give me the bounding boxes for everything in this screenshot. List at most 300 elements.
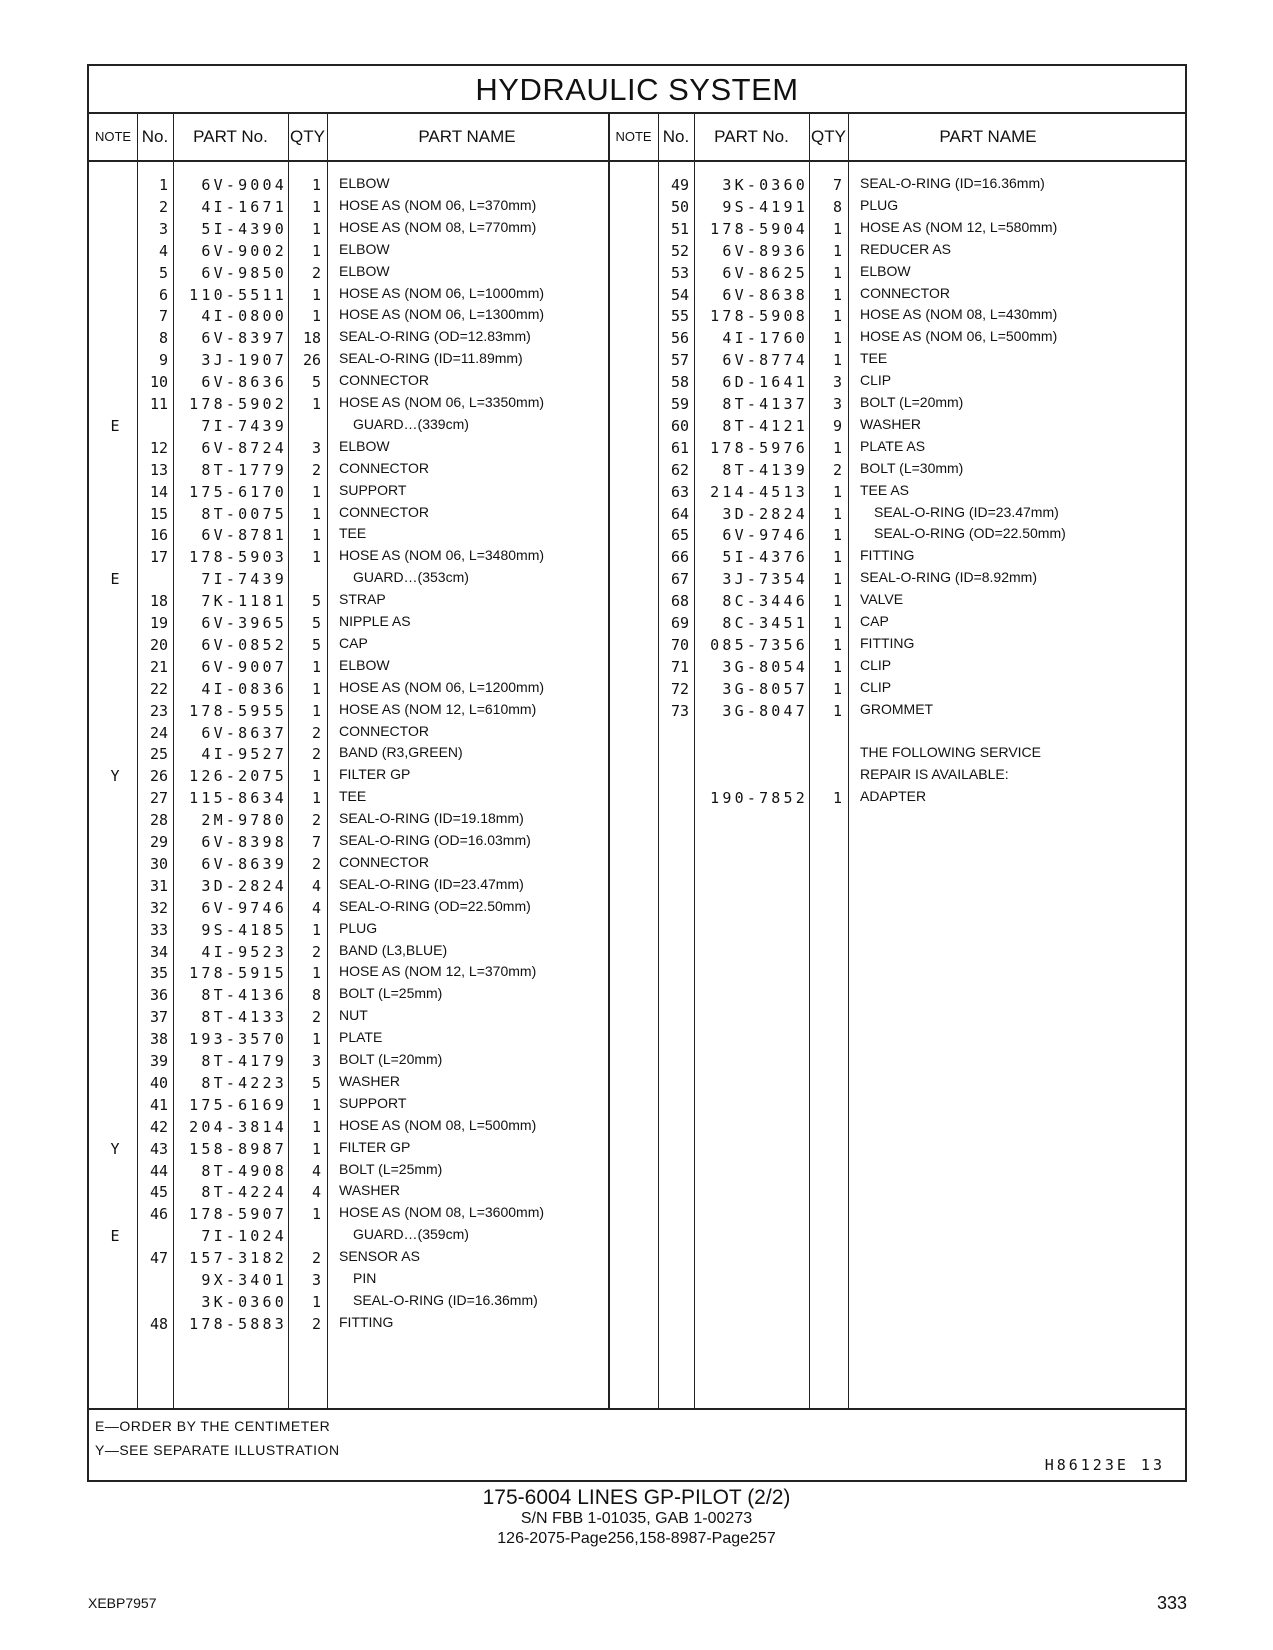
row-quantity: 1	[311, 789, 321, 808]
row-part-name: SEAL-O-RING (ID=11.89mm)	[339, 350, 523, 367]
row-quantity: 3	[832, 373, 842, 392]
row-quantity: 5	[311, 614, 321, 632]
row-quantity: 1	[832, 351, 842, 370]
row-part-name: CONNECTOR	[339, 372, 429, 389]
row-part-number: 6V-8781	[201, 526, 287, 545]
row-quantity: 1	[832, 504, 842, 523]
page-number: 333	[1156, 1593, 1187, 1613]
table-row	[89, 897, 1185, 920]
row-item-number: 64	[670, 504, 689, 523]
row-quantity: 1	[311, 1030, 321, 1049]
table-row	[89, 459, 1185, 482]
row-part-name: GROMMET	[860, 700, 934, 717]
row-quantity: 1	[832, 614, 842, 632]
row-quantity: 1	[832, 263, 842, 282]
row-part-number: 6D-1641	[722, 373, 808, 392]
row-part-name: STRAP	[339, 591, 386, 608]
table-row	[89, 1225, 1185, 1248]
row-quantity: 2	[311, 854, 321, 873]
row-item-number: 12	[149, 438, 168, 457]
row-note: E	[110, 1227, 120, 1246]
row-quantity: 2	[311, 811, 321, 830]
row-part-number: 8C-3446	[722, 592, 808, 611]
row-item-number: 57	[670, 351, 689, 370]
row-item-number: 7	[158, 307, 168, 326]
row-part-number: 8C-3451	[722, 614, 808, 632]
row-part-number: 7K-1181	[201, 592, 287, 611]
table-header	[89, 114, 1185, 162]
header-part-no-right: PART No.	[714, 127, 789, 146]
header-part-name-right: PART NAME	[939, 127, 1037, 146]
table-row	[89, 1291, 1185, 1314]
table-row	[89, 612, 1185, 635]
row-part-name: FITTING	[860, 634, 915, 651]
row-item-number: 53	[670, 263, 689, 282]
row-part-name: PIN	[353, 1270, 377, 1286]
row-quantity: 2	[311, 942, 321, 961]
row-part-name: PLUG	[860, 196, 899, 213]
row-part-name: SENSOR AS	[339, 1248, 420, 1265]
row-part-number: 6V-8774	[722, 351, 808, 370]
row-part-name: GUARD…(359cm)	[353, 1226, 469, 1243]
row-part-number: 178-5883	[189, 1314, 287, 1333]
row-quantity: 1	[832, 329, 842, 348]
row-part-number: 158-8987	[189, 1139, 287, 1158]
row-quantity: 1	[311, 241, 321, 260]
row-quantity: 1	[832, 635, 842, 654]
header-note-right: NOTE	[615, 129, 652, 144]
table-row	[89, 656, 1185, 679]
row-quantity: 2	[311, 1249, 321, 1268]
table-row	[89, 1094, 1185, 1117]
row-item-number: 31	[149, 876, 168, 895]
row-part-number: 178-5955	[189, 701, 287, 720]
row-item-number: 6	[158, 285, 168, 304]
row-item-number: 41	[149, 1095, 168, 1114]
row-part-name: PLATE AS	[860, 437, 926, 454]
table-row	[89, 1028, 1185, 1051]
row-quantity: 3	[832, 395, 842, 413]
row-part-name: HOSE AS (NOM 06, L=1300mm)	[339, 306, 545, 323]
row-part-name: HOSE AS (NOM 08, L=3600mm)	[339, 1204, 545, 1221]
table-row	[89, 941, 1185, 964]
row-part-number: 6V-9746	[722, 526, 808, 545]
row-part-number: 6V-8397	[201, 329, 287, 348]
row-item-number: 67	[670, 570, 689, 589]
table-row	[89, 787, 1185, 810]
row-quantity: 2	[311, 723, 321, 742]
row-part-name: TEE AS	[860, 481, 910, 498]
footnote-y: Y—SEE SEPARATE ILLUSTRATION	[95, 1442, 340, 1458]
row-part-number: 204-3814	[189, 1117, 287, 1136]
row-item-number: 37	[149, 1008, 168, 1027]
row-part-name: HOSE AS (NOM 06, L=1000mm)	[339, 284, 545, 301]
table-row	[89, 218, 1185, 241]
row-part-number: 110-5511	[189, 285, 287, 304]
row-part-number: 175-6170	[189, 482, 287, 501]
row-note: E	[110, 416, 120, 435]
row-quantity: 1	[311, 176, 321, 194]
table-row	[89, 700, 1185, 723]
row-part-name: FITTING	[860, 547, 915, 564]
group-caption: 175-6004 LINES GP-PILOT (2/2)	[482, 1486, 791, 1509]
row-part-number: 3J-1907	[201, 351, 287, 370]
row-item-number: 19	[149, 614, 168, 632]
row-quantity: 1	[311, 1139, 321, 1158]
row-part-name: GUARD…(339cm)	[353, 415, 469, 432]
row-part-name: HOSE AS (NOM 06, L=3480mm)	[339, 547, 545, 564]
table-row	[89, 1116, 1185, 1139]
row-part-number: 8T-4223	[201, 1073, 287, 1092]
serial-caption: S/N FBB 1-01035, GAB 1-00273	[520, 1510, 753, 1527]
row-part-number: 175-6169	[189, 1095, 287, 1114]
row-item-number: 73	[670, 701, 689, 720]
row-part-name: HOSE AS (NOM 08, L=770mm)	[339, 218, 537, 235]
row-part-number: 178-5902	[189, 395, 287, 413]
table-row	[89, 437, 1185, 460]
row-quantity: 5	[311, 592, 321, 611]
row-part-number: 178-5907	[189, 1205, 287, 1224]
row-part-name: NIPPLE AS	[339, 613, 411, 629]
row-part-number: 7I-1024	[201, 1227, 287, 1246]
row-part-name: SUPPORT	[339, 1094, 407, 1111]
row-part-number: 9X-3401	[201, 1271, 287, 1289]
row-part-number: 4I-0836	[201, 679, 287, 698]
row-item-number: 22	[149, 679, 168, 698]
row-quantity: 1	[832, 592, 842, 611]
row-item-number: 50	[670, 197, 689, 216]
row-part-name: ELBOW	[339, 656, 390, 673]
row-part-name: BOLT (L=25mm)	[339, 1160, 443, 1177]
row-part-number: 6V-8637	[201, 723, 287, 742]
row-part-name: HOSE AS (NOM 08, L=500mm)	[339, 1116, 537, 1133]
table-row	[89, 1050, 1185, 1073]
table-row	[89, 962, 1185, 985]
row-part-name: CONNECTOR	[860, 284, 950, 301]
row-part-number: 8T-4137	[722, 395, 808, 413]
row-part-number: 3K-0360	[201, 1292, 287, 1311]
row-item-number: 62	[670, 460, 689, 479]
row-quantity: 2	[832, 460, 842, 479]
row-part-number: 3G-8057	[722, 679, 808, 698]
row-item-number: 44	[149, 1161, 168, 1180]
row-part-name: NUT	[339, 1007, 368, 1024]
row-quantity: 4	[311, 898, 321, 917]
row-item-number: 15	[149, 504, 168, 523]
row-part-number: 190-7852	[710, 789, 808, 808]
row-part-number: 6V-9002	[201, 241, 287, 260]
header-part-no-left: PART No.	[193, 127, 268, 146]
row-part-number: 8T-1779	[201, 460, 287, 479]
row-part-name: BOLT (L=20mm)	[860, 394, 964, 410]
row-part-number: 6V-8639	[201, 854, 287, 873]
row-part-name: FILTER GP	[339, 766, 411, 783]
row-quantity: 4	[311, 876, 321, 895]
row-item-number: 35	[149, 964, 168, 983]
table-row	[89, 174, 1185, 197]
row-part-number: 178-5908	[710, 307, 808, 326]
row-part-name: BOLT (L=30mm)	[860, 459, 964, 476]
row-quantity: 1	[832, 679, 842, 698]
row-item-number: 2	[158, 197, 168, 216]
row-part-name: SEAL-O-RING (OD=12.83mm)	[339, 328, 531, 345]
row-part-name: REDUCER AS	[860, 240, 952, 257]
row-item-number: 38	[149, 1030, 168, 1049]
row-part-number: 8T-4139	[722, 460, 808, 479]
row-note: Y	[110, 767, 120, 786]
row-quantity: 2	[311, 1314, 321, 1333]
table-row	[89, 327, 1185, 350]
page-title: HYDRAULIC SYSTEM	[89, 66, 1185, 114]
row-part-number: 3J-7354	[722, 570, 808, 589]
row-part-number: 3G-8054	[722, 657, 808, 676]
row-part-name: FITTING	[339, 1313, 394, 1330]
row-quantity: 1	[832, 219, 842, 238]
row-quantity: 1	[311, 679, 321, 698]
row-part-name: PLATE	[339, 1029, 383, 1046]
row-part-number: 126-2075	[189, 767, 287, 786]
row-part-name: VALVE	[860, 591, 904, 608]
row-part-number: 7I-7439	[201, 570, 287, 589]
row-item-number: 28	[149, 811, 168, 830]
row-part-name: SEAL-O-RING (OD=22.50mm)	[874, 525, 1066, 542]
row-part-number: 5I-4376	[722, 548, 808, 567]
row-part-number: 3K-0360	[722, 176, 808, 194]
row-quantity: 1	[311, 219, 321, 238]
row-quantity: 9	[832, 416, 842, 435]
row-quantity: 1	[311, 657, 321, 676]
row-part-name: ELBOW	[860, 262, 911, 279]
row-part-name: HOSE AS (NOM 06, L=370mm)	[339, 196, 537, 213]
row-quantity: 1	[311, 395, 321, 413]
row-item-number: 48	[149, 1314, 168, 1333]
row-item-number: 72	[670, 679, 689, 698]
footer-divider	[89, 1408, 1185, 1410]
row-item-number: 71	[670, 657, 689, 676]
row-item-number: 30	[149, 854, 168, 873]
row-part-number: 178-5903	[189, 548, 287, 567]
header-note-left: NOTE	[94, 129, 132, 144]
row-part-number: 4I-9523	[201, 942, 287, 961]
row-item-number: 42	[149, 1117, 168, 1136]
table-row	[89, 1006, 1185, 1029]
row-item-number: 52	[670, 241, 689, 260]
table-row	[89, 1313, 1185, 1336]
row-part-name: ELBOW	[339, 175, 390, 191]
row-part-name: SEAL-O-RING (OD=22.50mm)	[339, 897, 531, 914]
row-part-name: SEAL-O-RING (ID=16.36mm)	[353, 1291, 538, 1308]
row-item-number: 59	[670, 395, 689, 413]
row-quantity: 2	[311, 1008, 321, 1027]
row-item-number: 51	[670, 219, 689, 238]
row-quantity: 4	[311, 1183, 321, 1202]
table-row	[89, 240, 1185, 263]
row-quantity: 1	[311, 701, 321, 720]
row-item-number: 66	[670, 548, 689, 567]
row-part-name: CONNECTOR	[339, 503, 429, 520]
row-part-number: 6V-8636	[201, 373, 287, 392]
row-item-number: 29	[149, 833, 168, 851]
table-row	[89, 349, 1185, 372]
row-quantity: 18	[302, 329, 321, 348]
row-part-name: WASHER	[339, 1072, 400, 1089]
row-quantity: 8	[832, 197, 842, 216]
row-quantity: 1	[311, 920, 321, 939]
row-part-name: TEE	[339, 525, 367, 542]
row-quantity: 2	[311, 263, 321, 282]
row-part-number: 8T-4179	[201, 1052, 287, 1070]
row-part-number: 6V-9850	[201, 263, 287, 282]
row-item-number: 36	[149, 986, 168, 1005]
row-part-number: 115-8634	[189, 789, 287, 808]
row-quantity: 1	[311, 504, 321, 523]
row-item-number: 8	[158, 329, 168, 348]
row-item-number: 11	[149, 395, 168, 413]
row-quantity: 2	[311, 460, 321, 479]
row-part-number: 6V-9007	[201, 657, 287, 676]
row-part-number: 4I-1671	[201, 197, 287, 216]
row-part-name: CONNECTOR	[339, 722, 429, 739]
row-part-name: TEE	[860, 350, 888, 367]
row-item-number: 54	[670, 285, 689, 304]
row-item-number: 9	[158, 351, 168, 370]
row-quantity: 1	[311, 548, 321, 567]
row-part-name: HOSE AS (NOM 06, L=500mm)	[860, 328, 1058, 345]
row-part-number: 6V-3965	[201, 614, 287, 632]
table-row	[89, 765, 1185, 788]
row-quantity: 1	[832, 241, 842, 260]
row-part-name: SEAL-O-RING (ID=23.47mm)	[339, 875, 524, 892]
row-item-number: 43	[149, 1139, 168, 1158]
row-part-number: 157-3182	[189, 1249, 287, 1268]
row-part-number: 6V-9004	[201, 176, 287, 194]
row-part-number: 085-7356	[710, 635, 808, 654]
illustration-ref-code: H86123E 13	[1044, 1456, 1165, 1474]
row-part-number: 6V-8724	[201, 438, 287, 457]
table-row	[89, 809, 1185, 832]
row-quantity: 7	[832, 176, 842, 194]
row-quantity: 1	[311, 285, 321, 304]
row-part-number: 8T-4908	[201, 1161, 287, 1180]
row-part-number: 7I-7439	[201, 416, 287, 435]
row-item-number: 26	[149, 767, 168, 786]
row-part-name: SEAL-O-RING (ID=19.18mm)	[339, 810, 524, 827]
row-part-number: 178-5904	[710, 219, 808, 238]
row-part-number: 8T-4133	[201, 1008, 287, 1027]
table-row	[89, 590, 1185, 613]
row-quantity: 1	[832, 285, 842, 304]
row-item-number: 45	[149, 1183, 168, 1202]
row-part-name: SEAL-O-RING (ID=23.47mm)	[874, 503, 1059, 520]
row-quantity: 1	[832, 307, 842, 326]
row-item-number: 25	[149, 745, 168, 764]
row-item-number: 47	[149, 1249, 168, 1268]
row-item-number: 24	[149, 723, 168, 742]
row-item-number: 49	[670, 176, 689, 194]
row-part-name: CAP	[860, 613, 889, 629]
row-item-number: 18	[149, 592, 168, 611]
row-quantity: 26	[302, 351, 321, 370]
table-row	[89, 634, 1185, 657]
row-item-number: 16	[149, 526, 168, 545]
table-row	[89, 919, 1185, 942]
row-item-number: 21	[149, 657, 168, 676]
row-part-number: 2M-9780	[201, 811, 287, 830]
row-part-number: 8T-4136	[201, 986, 287, 1005]
row-part-number: 9S-4185	[201, 920, 287, 939]
table-row	[89, 831, 1185, 854]
table-row	[89, 984, 1185, 1007]
row-part-name: HOSE AS (NOM 06, L=1200mm)	[339, 678, 545, 695]
row-item-number: 68	[670, 592, 689, 611]
row-quantity: 1	[832, 570, 842, 589]
row-part-name: ELBOW	[339, 240, 390, 257]
row-part-number: 8T-0075	[201, 504, 287, 523]
table-row	[89, 1269, 1185, 1292]
row-quantity: 3	[311, 438, 321, 457]
row-quantity: 3	[311, 1271, 321, 1289]
row-part-name: ADAPTER	[860, 788, 927, 805]
row-part-name: HOSE AS (NOM 12, L=610mm)	[339, 700, 537, 717]
table-row	[89, 1181, 1185, 1204]
row-quantity: 1	[832, 548, 842, 567]
row-part-name: HOSE AS (NOM 12, L=580mm)	[860, 218, 1058, 235]
row-item-number: 27	[149, 789, 168, 808]
row-item-number: 13	[149, 460, 168, 479]
table-row	[89, 415, 1185, 438]
row-part-name: HOSE AS (NOM 08, L=430mm)	[860, 306, 1058, 323]
row-part-number: 6V-8936	[722, 241, 808, 260]
row-part-number: 6V-8638	[722, 285, 808, 304]
row-part-number: 3D-2824	[722, 504, 808, 523]
table-row	[89, 524, 1185, 547]
row-part-number: 3D-2824	[201, 876, 287, 895]
row-item-number: 61	[670, 438, 689, 457]
row-part-number: 6V-9746	[201, 898, 287, 917]
row-part-number: 6V-8398	[201, 833, 287, 851]
row-quantity: 1	[311, 767, 321, 786]
row-part-name: CLIP	[860, 372, 892, 389]
row-part-name: GUARD…(353cm)	[353, 569, 469, 586]
row-part-name: SEAL-O-RING (ID=16.36mm)	[860, 175, 1045, 191]
header-part-name-left: PART NAME	[418, 127, 516, 146]
row-item-number: 32	[149, 898, 168, 917]
row-quantity: 4	[311, 1161, 321, 1180]
document-id: XEBP7957	[88, 1595, 157, 1611]
row-quantity: 1	[832, 526, 842, 545]
row-item-number: 58	[670, 373, 689, 392]
table-row	[89, 262, 1185, 285]
header-no-left: No.	[141, 127, 169, 146]
row-item-number: 69	[670, 614, 689, 632]
row-quantity: 1	[832, 789, 842, 808]
row-item-number: 39	[149, 1052, 168, 1070]
row-item-number: 17	[149, 548, 168, 567]
row-item-number: 20	[149, 635, 168, 654]
row-part-name: CLIP	[860, 678, 892, 695]
row-part-number: 9S-4191	[722, 197, 808, 216]
row-quantity: 8	[311, 986, 321, 1005]
row-item-number: 5	[158, 263, 168, 282]
row-part-name: ELBOW	[339, 262, 390, 279]
row-part-number: 4I-0800	[201, 307, 287, 326]
row-quantity: 7	[311, 833, 321, 851]
row-item-number: 46	[149, 1205, 168, 1224]
row-quantity: 5	[311, 635, 321, 654]
table-row	[89, 393, 1185, 416]
header-qty-left: QTY	[290, 127, 325, 146]
row-part-name: REPAIR IS AVAILABLE:	[860, 766, 1009, 783]
